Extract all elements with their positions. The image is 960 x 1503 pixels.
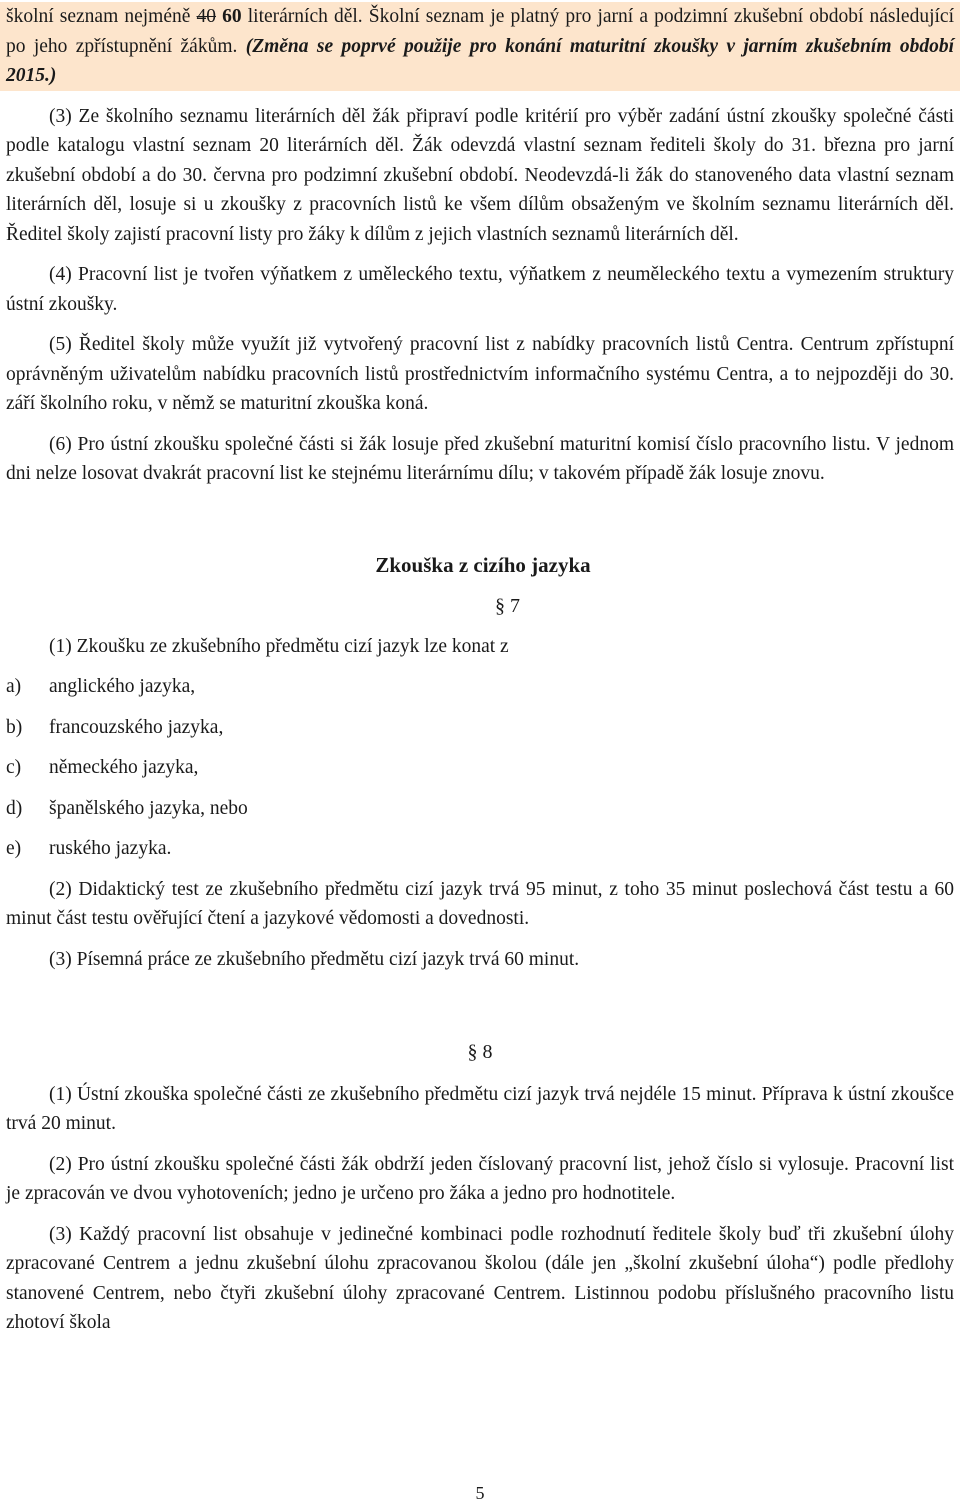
section-title: Zkouška z cizího jazyka	[375, 552, 591, 577]
paragraph-lit-3: (3) Ze školního seznamu literárních děl žák připraví podle kritérií pro výběr zadání ústní zkoušky společné části podle katalogu vlastní seznam 20 literárních děl. Žák odevzdá vlastní seznam řediteli školy do 31. března pro jarní zkušební období a do 30. června pro podzimní zkušební období. Neodevzdá-li žák do stanoveného data vlastní seznam literárních děl, losuje si u zkoušky z pracovních listů ke všem dílům obsaženým ve školním seznamu literárních děl. Ředitel školy zajistí pracovní listy pro žáky k dílům z jejich vlastních seznamů literárních děl.	[6, 105, 954, 245]
amendment-note: (Změna se poprvé použije pro konání maturitní zkoušky v jarním zkušebním období 2015.)	[6, 35, 954, 86]
list-item: c) německého jazyka,	[6, 757, 199, 778]
paragraph-7-1: (1) Zkoušku ze zkušebního předmětu cizí jazyk lze konat z	[49, 635, 509, 657]
paragraph-lit-5: (5) Ředitel školy může využít již vytvořený pracovní list z nabídky pracovních listů Centra. Centrum zpřístupní oprávněným uživatelům nabídku pracovních listů prostřednictvím informačního systému Centra, a to nejpozději do 30. září školního roku, v němž se maturitní zkouška koná.	[6, 334, 954, 414]
page-number: 5	[475, 1483, 485, 1503]
intro-text-b: literárních děl. Školní seznam je platný pro jarní a podzimní zkušební období následující po jeho zpřístupnění žákům.	[6, 6, 954, 57]
intro-paragraph	[0, 2, 960, 91]
list-item: e) ruského jazyka.	[6, 838, 172, 859]
paragraph-heading-7: § 7	[495, 595, 520, 617]
language-list	[6, 672, 954, 864]
inserted-number: 60	[216, 6, 242, 27]
paragraph-8-3: (3) Každý pracovní list obsahuje v jedinečné kombinaci podle rozhodnutí ředitele školy buď tři zkušební úlohy zpracované Centrem a jednu zkušební úlohu zpracovanou školou (dále jen „školní zkušební úloha“) podle předlohy stanovené Centrem, nebo čtyři zkušební úlohy zpracované Centrem. Listinnou podobu příslušného pracovního listu zhotoví škola	[6, 1223, 954, 1333]
paragraph-8-1: (1) Ústní zkouška společné části ze zkušebního předmětu cizí jazyk trvá nejdéle 15 minut. Příprava k ústní zkoušce trvá 20 minut.	[6, 1083, 954, 1134]
paragraph-lit-4: (4) Pracovní list je tvořen výňatkem z uměleckého textu, výňatkem z neuměleckého textu a vymezením struktury ústní zkoušky.	[6, 264, 954, 315]
paragraph-7-3: (3) Písemná práce ze zkušebního předmětu cizí jazyk trvá 60 minut.	[49, 948, 580, 970]
paragraph-7-2: (2) Didaktický test ze zkušebního předmětu cizí jazyk trvá 95 minut, z toho 35 minut poslechová část testu a 60 minut část testu ověřující čtení a jazykové vědomosti a dovednosti.	[6, 878, 954, 929]
deleted-number: 40	[196, 6, 217, 27]
paragraph-lit-6: (6) Pro ústní zkoušku společné části si žák losuje před zkušební maturitní komisí číslo pracovního listu. V jednom dni nelze losovat dvakrát pracovní list ke stejnému literárnímu dílu; v takovém případě žák losuje znovu.	[6, 433, 954, 484]
list-item: d) španělského jazyka, nebo	[6, 797, 248, 819]
paragraph-heading-8: § 8	[467, 1041, 493, 1063]
list-item: a) anglického jazyka,	[6, 676, 196, 697]
document-page	[6, 2, 954, 1338]
list-item: b) francouzského jazyka,	[6, 716, 224, 738]
intro-text-a: školní seznam nejméně	[6, 6, 197, 27]
paragraph-8-2: (2) Pro ústní zkoušku společné části žák obdrží jeden číslovaný pracovní list, jehož číslo si vylosuje. Pracovní list je zpracován ve dvou vyhotoveních; jedno je určeno pro žáka a jedno pro hodnotitele.	[6, 1153, 954, 1204]
